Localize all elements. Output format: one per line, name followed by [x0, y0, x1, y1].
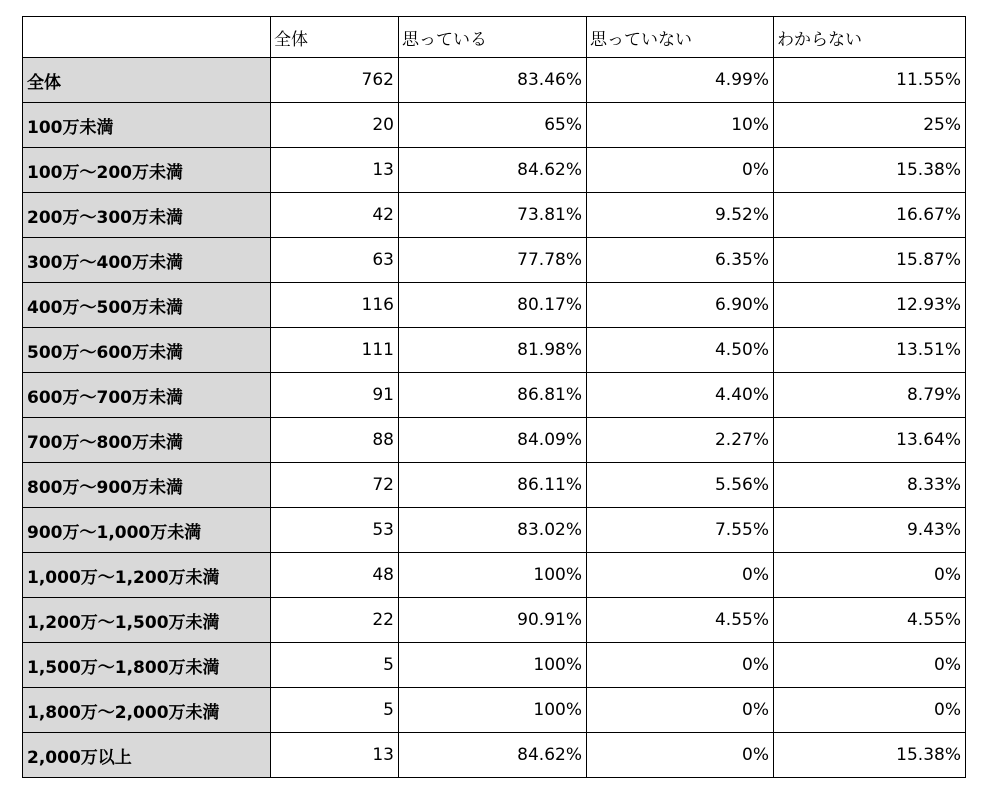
- header-unknown: わからない: [774, 17, 966, 58]
- cell-yes: 83.02%: [399, 508, 587, 553]
- table-row: [23, 643, 966, 688]
- cell-total: 63: [271, 238, 399, 283]
- table-row: [23, 373, 966, 418]
- table-row: [23, 283, 966, 328]
- cell-yes: 100%: [399, 688, 587, 733]
- cell-total: 42: [271, 193, 399, 238]
- cell-total: 72: [271, 463, 399, 508]
- cell-unknown: 15.38%: [774, 733, 966, 778]
- table-row: [23, 463, 966, 508]
- table-row: [23, 418, 966, 463]
- row-label: 800万～900万未満: [23, 463, 271, 508]
- cell-no: 4.55%: [587, 598, 774, 643]
- row-label: 400万～500万未満: [23, 283, 271, 328]
- cell-yes: 84.62%: [399, 733, 587, 778]
- row-label: 600万～700万未満: [23, 373, 271, 418]
- table-row: [23, 103, 966, 148]
- table-row: [23, 238, 966, 283]
- row-label: 500万～600万未満: [23, 328, 271, 373]
- cell-yes: 84.09%: [399, 418, 587, 463]
- cell-unknown: 9.43%: [774, 508, 966, 553]
- cell-no: 0%: [587, 733, 774, 778]
- cell-unknown: 8.79%: [774, 373, 966, 418]
- cell-yes: 86.11%: [399, 463, 587, 508]
- cell-unknown: 8.33%: [774, 463, 966, 508]
- survey-table: [22, 16, 966, 778]
- table-row: [23, 508, 966, 553]
- cell-yes: 73.81%: [399, 193, 587, 238]
- header-corner: [23, 17, 271, 58]
- header-no: 思っていない: [587, 17, 774, 58]
- cell-no: 9.52%: [587, 193, 774, 238]
- cell-yes: 100%: [399, 643, 587, 688]
- cell-no: 0%: [587, 148, 774, 193]
- row-label: 100万未満: [23, 103, 271, 148]
- cell-unknown: 12.93%: [774, 283, 966, 328]
- row-label: 全体: [23, 58, 271, 103]
- row-label: 300万～400万未満: [23, 238, 271, 283]
- cell-no: 4.50%: [587, 328, 774, 373]
- header-row: [23, 17, 966, 58]
- cell-unknown: 13.51%: [774, 328, 966, 373]
- row-label: 2,000万以上: [23, 733, 271, 778]
- cell-no: 6.90%: [587, 283, 774, 328]
- cell-unknown: 25%: [774, 103, 966, 148]
- cell-no: 5.56%: [587, 463, 774, 508]
- cell-no: 0%: [587, 643, 774, 688]
- cell-yes: 80.17%: [399, 283, 587, 328]
- cell-total: 5: [271, 643, 399, 688]
- table-container: [22, 16, 966, 778]
- cell-total: 88: [271, 418, 399, 463]
- table-header: [23, 17, 966, 58]
- table-body: [23, 58, 966, 778]
- cell-total: 116: [271, 283, 399, 328]
- cell-unknown: 15.87%: [774, 238, 966, 283]
- cell-no: 2.27%: [587, 418, 774, 463]
- cell-unknown: 11.55%: [774, 58, 966, 103]
- cell-total: 762: [271, 58, 399, 103]
- cell-unknown: 15.38%: [774, 148, 966, 193]
- row-label: 700万～800万未満: [23, 418, 271, 463]
- cell-unknown: 0%: [774, 553, 966, 598]
- cell-total: 111: [271, 328, 399, 373]
- cell-yes: 65%: [399, 103, 587, 148]
- cell-total: 5: [271, 688, 399, 733]
- cell-total: 22: [271, 598, 399, 643]
- cell-unknown: 13.64%: [774, 418, 966, 463]
- table-row: [23, 688, 966, 733]
- header-yes: 思っている: [399, 17, 587, 58]
- cell-yes: 81.98%: [399, 328, 587, 373]
- cell-no: 4.99%: [587, 58, 774, 103]
- cell-total: 53: [271, 508, 399, 553]
- cell-no: 7.55%: [587, 508, 774, 553]
- cell-yes: 100%: [399, 553, 587, 598]
- row-label: 1,500万～1,800万未満: [23, 643, 271, 688]
- cell-unknown: 16.67%: [774, 193, 966, 238]
- table-row: [23, 598, 966, 643]
- cell-no: 0%: [587, 553, 774, 598]
- cell-unknown: 0%: [774, 688, 966, 733]
- cell-no: 0%: [587, 688, 774, 733]
- table-row: [23, 58, 966, 103]
- cell-yes: 77.78%: [399, 238, 587, 283]
- cell-unknown: 0%: [774, 643, 966, 688]
- table-row: [23, 553, 966, 598]
- table-row: [23, 733, 966, 778]
- row-label: 1,200万～1,500万未満: [23, 598, 271, 643]
- row-label: 900万～1,000万未満: [23, 508, 271, 553]
- cell-yes: 84.62%: [399, 148, 587, 193]
- cell-yes: 90.91%: [399, 598, 587, 643]
- cell-total: 13: [271, 733, 399, 778]
- cell-total: 13: [271, 148, 399, 193]
- cell-total: 48: [271, 553, 399, 598]
- cell-unknown: 4.55%: [774, 598, 966, 643]
- cell-total: 91: [271, 373, 399, 418]
- row-label: 1,800万～2,000万未満: [23, 688, 271, 733]
- table-row: [23, 148, 966, 193]
- table-row: [23, 328, 966, 373]
- cell-yes: 86.81%: [399, 373, 587, 418]
- cell-no: 6.35%: [587, 238, 774, 283]
- row-label: 1,000万～1,200万未満: [23, 553, 271, 598]
- header-total: 全体: [271, 17, 399, 58]
- row-label: 200万～300万未満: [23, 193, 271, 238]
- row-label: 100万～200万未満: [23, 148, 271, 193]
- cell-yes: 83.46%: [399, 58, 587, 103]
- cell-no: 10%: [587, 103, 774, 148]
- cell-no: 4.40%: [587, 373, 774, 418]
- table-row: [23, 193, 966, 238]
- cell-total: 20: [271, 103, 399, 148]
